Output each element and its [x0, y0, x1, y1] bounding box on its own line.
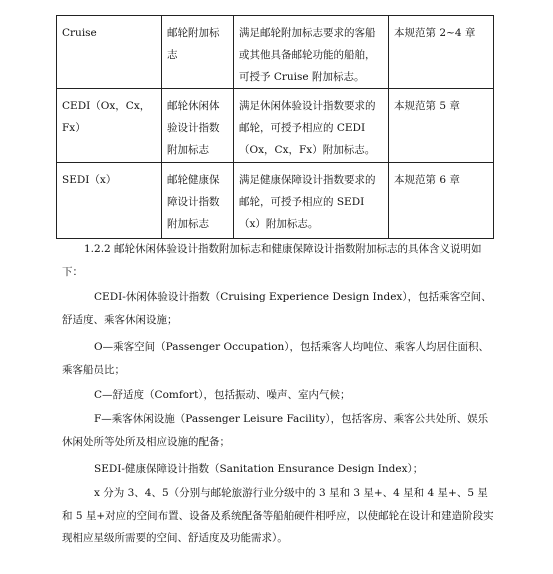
clause-text: 1.2.2 邮轮休闲体验设计指数附加标志和健康保障设计指数附加标志的具体含义说明如下： [62, 243, 482, 278]
x-definition [62, 482, 496, 550]
table-row [57, 89, 494, 163]
reference-cell: 本规范第 2~4 章 [389, 16, 494, 89]
requirement-cell: 满足邮轮附加标志要求的客船或其他具备邮轮功能的船舶，可授予 Cruise 附加标志。 [234, 16, 389, 89]
reference-cell: 本规范第 5 章 [389, 89, 494, 163]
definition-text: CEDI-休闲体验设计指数（Cruising Experience Design Index），包括乘客空间、舒适度、乘客休闲设施； [62, 291, 492, 326]
definition-text: C—舒适度（Comfort），包括振动、噪声、室内气候； [94, 389, 351, 401]
cedi-definition [62, 286, 496, 331]
f-definition [62, 408, 496, 453]
notation-cell: CEDI（Ox，Cx，Fx） [57, 89, 162, 163]
notation-table [56, 15, 494, 239]
definition-text: SEDI-健康保障设计指数（Sanitation Ensurance Design Index）； [94, 463, 424, 475]
table-row [57, 16, 494, 89]
requirement-cell: 满足健康保障设计指数要求的邮轮，可授予相应的 SEDI（x）附加标志。 [234, 163, 389, 239]
notation-cell: Cruise [57, 16, 162, 89]
o-definition [62, 336, 496, 381]
notation-name-cell: 邮轮附加标志 [162, 16, 234, 89]
clause-1-2-2 [62, 238, 496, 283]
c-definition [62, 384, 496, 407]
definition-text: O—乘客空间（Passenger Occupation），包括乘客人均吨位、乘客人均居住面积、乘客船员比； [62, 341, 490, 376]
notation-name-cell: 邮轮休闲体验设计指数附加标志 [162, 89, 234, 163]
reference-cell: 本规范第 6 章 [389, 163, 494, 239]
definition-text: F—乘客休闲设施（Passenger Leisure Facility），包括客房、乘客公共处所、娱乐休闲处所等处所及相应设施的配备； [62, 413, 489, 448]
table-row [57, 163, 494, 239]
notation-cell: SEDI（x） [57, 163, 162, 239]
requirement-cell: 满足休闲体验设计指数要求的邮轮，可授予相应的 CEDI（Ox，Cx，Fx）附加标志。 [234, 89, 389, 163]
notation-name-cell: 邮轮健康保障设计指数附加标志 [162, 163, 234, 239]
definition-text: x 分为 3、4、5（分别与邮轮旅游行业分级中的 3 星和 3 星+、4 星和 4 星+、5 星和 5 星+对应的空间布置、设备及系统配备等船舶硬件相呼应，以使邮轮在设计和建造阶段实现相应星级所需要的空间、舒适度及功能需求）。 [62, 487, 494, 544]
sedi-definition [62, 458, 496, 481]
